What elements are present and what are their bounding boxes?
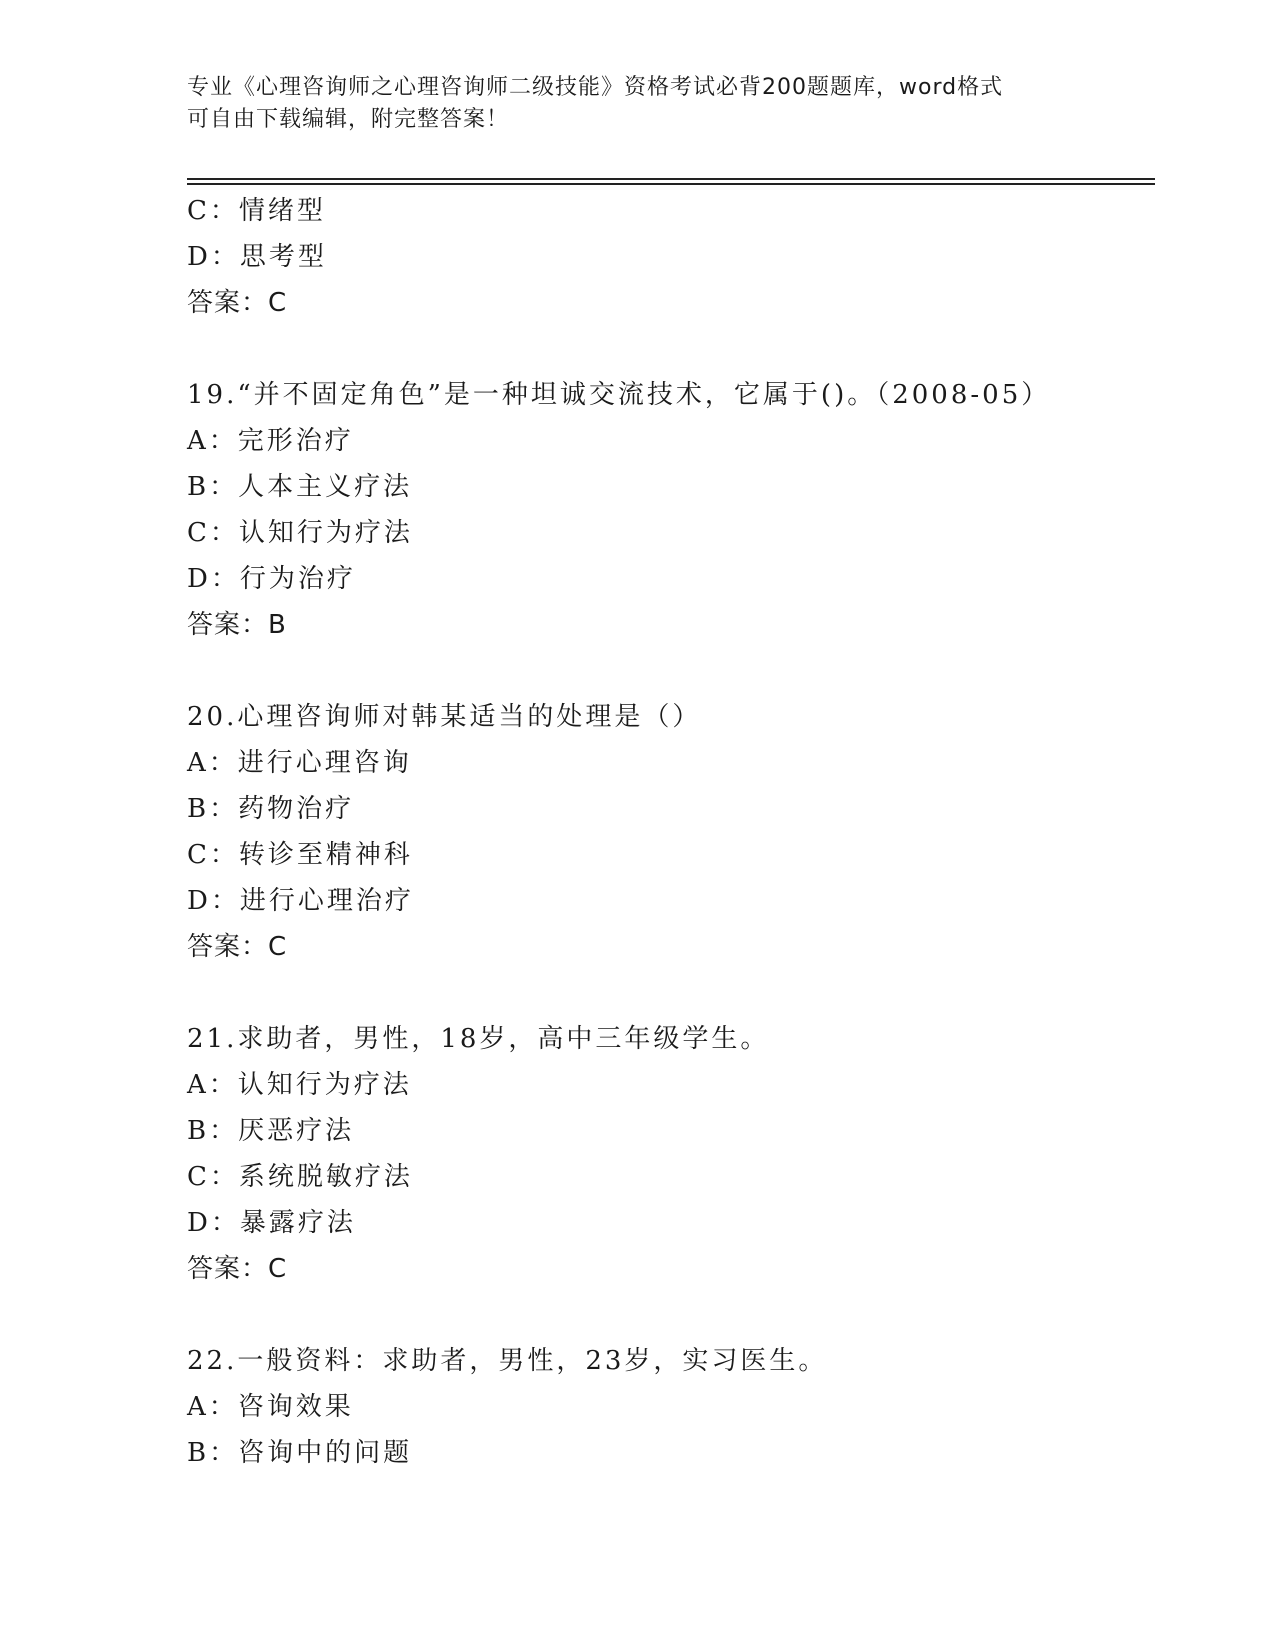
answer-text: 答案：C	[187, 288, 288, 318]
answer-text: 答案：B	[187, 610, 287, 640]
document-header	[187, 72, 1087, 136]
spacer	[187, 970, 1147, 1016]
header-line-1: 专业《心理咨询师之心理咨询师二级技能》资格考试必背200题题库，word格式	[187, 75, 1004, 100]
option-b: B：药物治疗	[187, 794, 355, 824]
question-fragment-18	[187, 188, 1147, 326]
option-c: C：系统脱敏疗法	[187, 1162, 413, 1192]
header-divider-top	[187, 178, 1155, 180]
header-divider-bottom	[187, 183, 1155, 185]
question-22	[187, 1338, 1147, 1476]
answer-text: 答案：C	[187, 932, 288, 962]
option-d: D：思考型	[187, 242, 327, 272]
header-line-2: 可自由下载编辑，附完整答案！	[187, 107, 510, 132]
question-21	[187, 1016, 1147, 1292]
option-d: D：暴露疗法	[187, 1208, 356, 1238]
option-c: C：情绪型	[187, 196, 326, 226]
option-d: D：进行心理治疗	[187, 886, 414, 916]
option-d: D：行为治疗	[187, 564, 356, 594]
option-a: A：咨询效果	[187, 1392, 354, 1422]
question-20	[187, 694, 1147, 970]
spacer	[187, 648, 1147, 694]
question-stem: 22.一般资料：求助者，男性，23岁，实习医生。	[187, 1346, 828, 1376]
option-c: C：认知行为疗法	[187, 518, 413, 548]
option-a: A：完形治疗	[187, 426, 354, 456]
option-c: C：转诊至精神科	[187, 840, 413, 870]
question-stem: 20.心理咨询师对韩某适当的处理是（）	[187, 702, 702, 732]
option-b: B：咨询中的问题	[187, 1438, 413, 1468]
question-list	[187, 188, 1147, 1476]
option-a: A：认知行为疗法	[187, 1070, 412, 1100]
question-stem: 19.“并不固定角色”是一种坦诚交流技术，它属于()。（2008-05）	[187, 380, 1051, 410]
option-b: B：厌恶疗法	[187, 1116, 355, 1146]
answer-text: 答案：C	[187, 1254, 288, 1284]
spacer	[187, 1292, 1147, 1338]
question-19	[187, 372, 1147, 648]
question-stem: 21.求助者，男性，18岁，高中三年级学生。	[187, 1024, 770, 1054]
spacer	[187, 326, 1147, 372]
option-b: B：人本主义疗法	[187, 472, 413, 502]
option-a: A：进行心理咨询	[187, 748, 412, 778]
